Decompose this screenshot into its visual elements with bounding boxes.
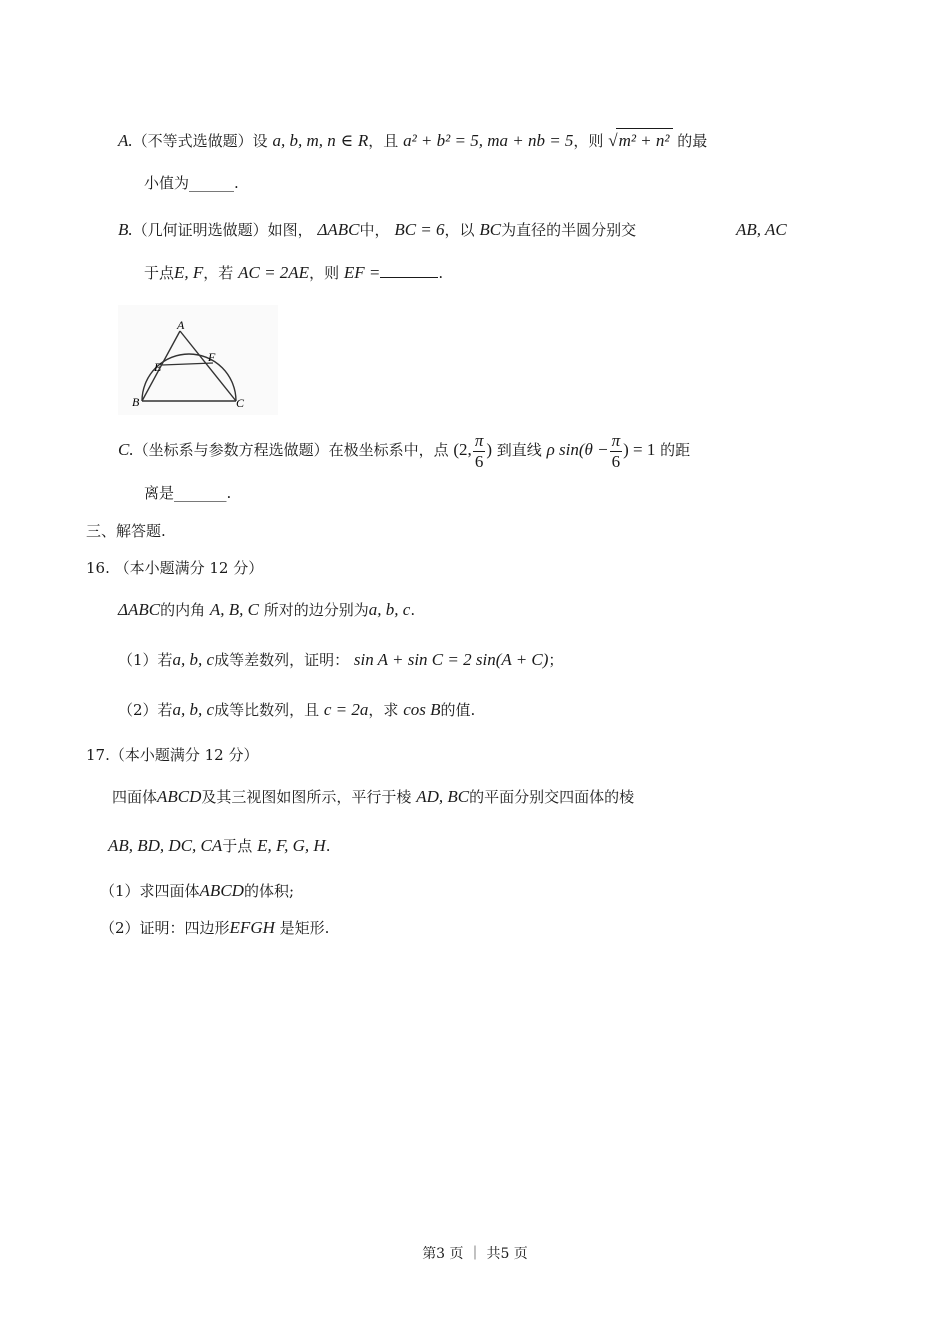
q16-stmt-a: 的内角	[160, 601, 206, 619]
rho-sin: ρ sin(θ −	[546, 440, 609, 459]
q17-p2-efgh: EFGH	[229, 918, 275, 937]
section-heading: 三、解答题.	[86, 522, 166, 540]
question-b-mid: 中，	[359, 221, 390, 239]
q16-sides: a, b, c	[368, 600, 411, 619]
question-a-tag: （不等式选做题）设	[132, 132, 268, 150]
q16-p2-condition: c = 2a	[323, 700, 369, 719]
q17-p2-a: （2）证明：四边形	[100, 919, 230, 937]
triangle-abc: ΔABC	[317, 220, 360, 239]
ef-equals: EF =	[343, 263, 381, 282]
question-a-vars: a, b, m, n	[272, 131, 336, 150]
bc-segment: BC	[479, 220, 502, 239]
q16-p2-num: （2）若	[118, 701, 173, 719]
q16-p2-end: 的值.	[440, 701, 476, 719]
point-close: )	[486, 440, 493, 459]
q17-abcd: ABCD	[157, 787, 202, 806]
q16-p2-text: 成等比数列，且	[214, 701, 320, 719]
q17-p1-a: （1）求四面体	[100, 882, 200, 900]
q17-part1	[100, 879, 294, 903]
q16-stmt-end: .	[410, 601, 416, 619]
q17-stmt-c: 的平面分别交四面体的棱	[469, 788, 635, 806]
question-b-tag: （几何证明选做题）如图，	[132, 221, 313, 239]
q17-stmt-b: 及其三视图如图所示，平行于棱	[201, 788, 412, 806]
q16-p2-cos: cos B	[403, 700, 441, 719]
question-a-condition: a² + b² = 5, ma + nb = 5	[403, 131, 574, 150]
q16-p1-equation: sin A + sin C = 2 sin(A + C)	[353, 650, 549, 669]
pi-over-six-b: $\frac{\pi}{6}$	[611, 430, 621, 471]
q17-p1-abcd: ABCD	[199, 881, 244, 900]
answer-blank-b	[380, 263, 438, 278]
q16-p1-text: 成等差数列，证明：	[214, 651, 350, 669]
question-c-tag: （坐标系与参数方程选做题）在极坐标系中，点	[133, 441, 449, 459]
q16-p2-mid: ，求	[368, 701, 399, 719]
q17-statement-line2	[108, 834, 331, 858]
q17-stmt-a: 四面体	[112, 788, 158, 806]
q16-p1-end: ；	[548, 651, 564, 669]
question-b-label: B.	[118, 220, 133, 239]
q16-p2-sides: a, b, c	[172, 700, 215, 719]
question-a-tail: 的最	[677, 132, 708, 150]
question-b-comma: ，以	[444, 221, 475, 239]
q16-p1-num: （1）若	[118, 651, 173, 669]
equals-one: ) = 1	[623, 440, 656, 459]
set-r: R	[357, 131, 369, 150]
q17-p2-b: 是矩形.	[279, 919, 330, 937]
q17-heading: 17.（本小题满分 12 分）	[86, 746, 259, 764]
label-f: F	[208, 350, 216, 364]
question-c-to-line: 到直线	[496, 441, 542, 459]
label-a: A	[177, 318, 185, 332]
q16-part2	[118, 698, 475, 722]
bc-length: BC = 6	[394, 220, 445, 239]
question-c-tail: 的距	[660, 441, 691, 459]
q17-p1-b: 的体积;	[243, 882, 294, 900]
q16-angles: A, B, C	[209, 600, 259, 619]
question-b-end: .	[438, 264, 444, 282]
sqrt-expression: m² + n²	[616, 128, 673, 153]
label-e: E	[154, 360, 162, 374]
question-c-line2: 离是_______.	[144, 484, 232, 502]
question-b-ab-ac: AB, AC	[736, 220, 787, 239]
question-b-line2-b: ，若	[203, 264, 234, 282]
q17-edges: AB, BD, DC, CA	[108, 836, 223, 855]
q16-stmt-b: 所对的边分别为	[263, 601, 369, 619]
question-b-line2-a: 于点	[144, 264, 175, 282]
point-open: (2,	[453, 440, 472, 459]
sqrt-sign: √	[608, 131, 618, 150]
question-a-line2: 小值为______.	[144, 174, 239, 192]
question-c-label: C.	[118, 440, 134, 459]
element-of-symbol: ∈	[340, 131, 354, 150]
q16-triangle: ΔABC	[118, 600, 161, 619]
q17-part2	[100, 916, 329, 940]
q17-statement-line1	[112, 785, 634, 809]
points-e-f: E, F	[174, 263, 204, 282]
label-b: B	[132, 395, 140, 409]
ac-condition: AC = 2AE	[238, 263, 310, 282]
label-c: C	[236, 396, 245, 410]
q17-stmt-d: 于点	[222, 837, 253, 855]
question-a-line1	[118, 128, 707, 153]
question-b-line2	[144, 261, 443, 285]
q17-stmt-end: .	[325, 837, 331, 855]
page-footer: 第3 页 ｜ 共5 页	[422, 1246, 528, 1262]
question-b-line1	[118, 218, 636, 242]
q16-p1-sides: a, b, c	[172, 650, 215, 669]
q16-statement	[118, 598, 415, 622]
question-b-desc: 为直径的半圆分别交	[501, 221, 637, 239]
triangle-semicircle-figure	[118, 305, 278, 415]
q16-heading: 16. （本小题满分 12 分）	[86, 559, 264, 577]
question-a-label: A.	[118, 131, 133, 150]
question-c-line1	[118, 430, 690, 472]
q17-points: E, F, G, H	[257, 836, 326, 855]
q16-part1	[118, 648, 563, 672]
question-b-line2-c: ，则	[309, 264, 340, 282]
question-a-then: ，则	[573, 132, 604, 150]
q17-ad-bc: AD, BC	[416, 787, 470, 806]
question-a-and: ，且	[368, 132, 399, 150]
pi-over-six-a: $\frac{\pi}{6}$	[474, 430, 484, 471]
